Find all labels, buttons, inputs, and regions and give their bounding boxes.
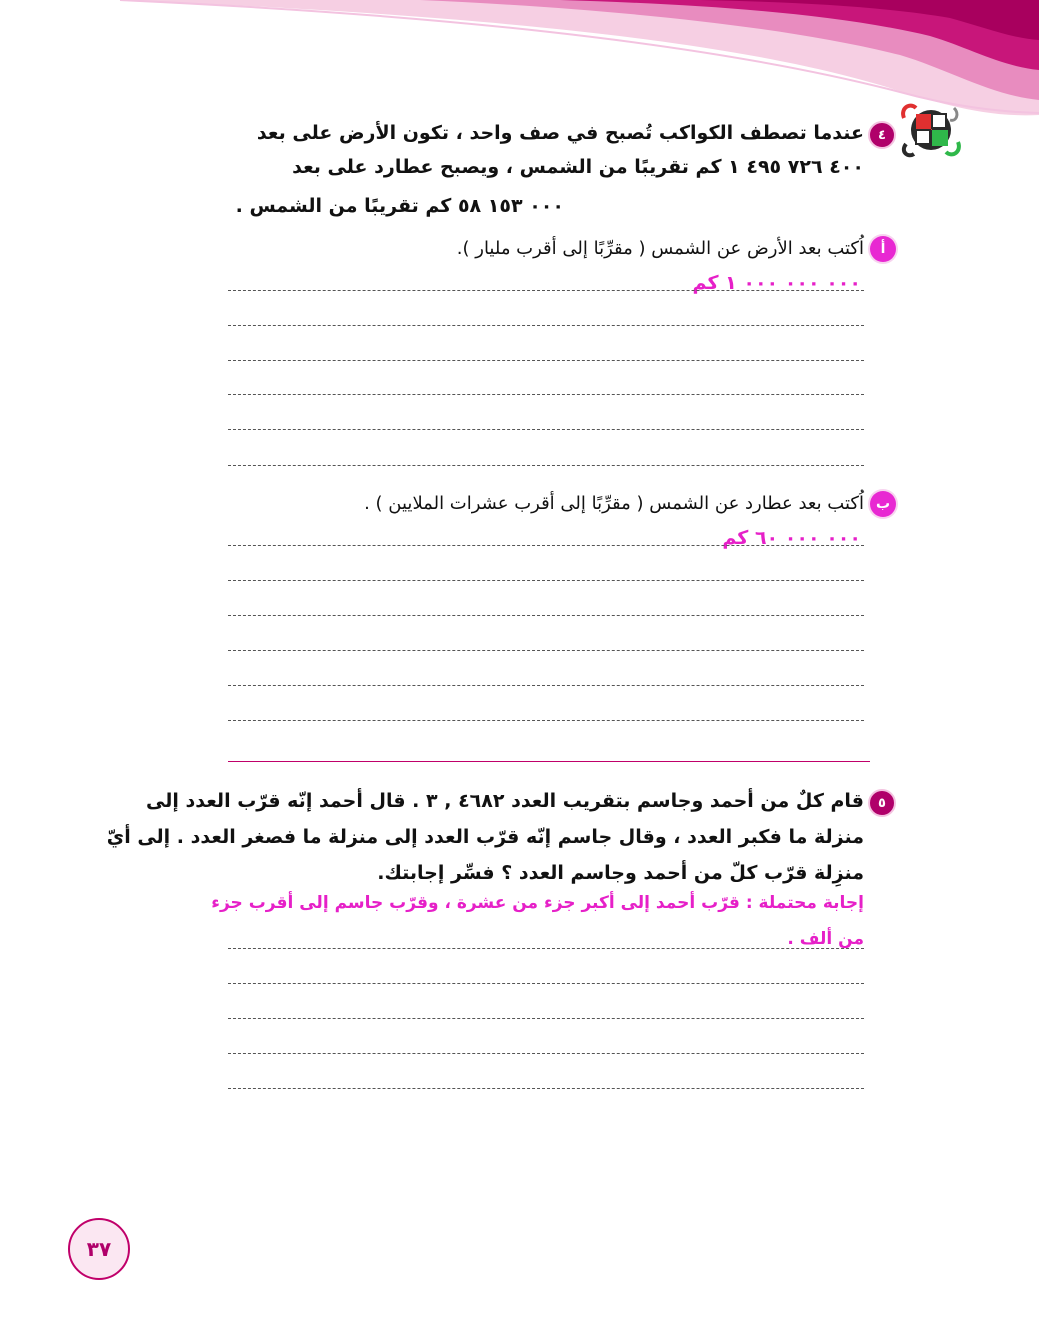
header-decoration (0, 0, 1039, 120)
answer-line[interactable] (228, 429, 864, 430)
answer-line[interactable] (228, 1088, 864, 1089)
question-5-answer-line-2: من ألف . (787, 929, 864, 949)
part-a-badge (870, 236, 896, 262)
answer-line[interactable] (228, 948, 864, 949)
answer-line[interactable] (228, 615, 864, 616)
answer-line[interactable] (228, 1053, 864, 1054)
question-4-number-badge (868, 121, 896, 149)
section-divider (228, 761, 870, 762)
question-5-line-1: قام كلٌ من أحمد وجاسم بتقريب العدد ٤٦٨٢ , ٣ . قال أحمد إنّه قرّب العدد إلى (146, 790, 864, 812)
part-b-prompt: اُكتب بعد عطارد عن الشمس ( مقرِّبًا إلى أقرب عشرات الملايين ) . (364, 493, 864, 514)
answer-line[interactable] (228, 580, 864, 581)
part-a-answer: ٠٠٠ ٠٠٠ ٠٠٠ ١ كم (692, 272, 861, 294)
part-a-label: أ (880, 241, 886, 257)
part-b-badge (870, 491, 896, 517)
part-a-prompt: اُكتب بعد الأرض عن الشمس ( مقرِّبًا إلى أقرب مليار ). (456, 238, 864, 259)
question-5-line-2: منزلة ما فكبر العدد ، وقال جاسم إنّه قرّب العدد إلى منزلة ما فصغر العدد . إلى أيّ (106, 826, 864, 848)
answer-line[interactable] (228, 983, 864, 984)
answer-line[interactable] (228, 545, 864, 546)
answer-line[interactable] (228, 394, 864, 395)
question-5-number: ٥ (878, 795, 886, 811)
answer-line[interactable] (228, 1018, 864, 1019)
answer-line[interactable] (228, 360, 864, 361)
question-5-answer-line-1: إجابة محتملة : قرّب أحمد إلى أكبر جزء من عشرة ، وقرّب جاسم إلى أقرب جزء (211, 893, 864, 913)
answer-line[interactable] (228, 290, 864, 291)
answer-line[interactable] (228, 685, 864, 686)
answer-line[interactable] (228, 650, 864, 651)
page-number-badge (68, 1218, 130, 1280)
question-4-number: ٤ (878, 127, 886, 143)
answer-line[interactable] (228, 465, 864, 466)
strategy-icon (896, 100, 966, 160)
question-4-line-3: ٠٠٠ ١٥٣ ٥٨ كم تقريبًا من الشمس . (235, 195, 564, 217)
question-5-number-badge (868, 789, 896, 817)
answer-line[interactable] (228, 325, 864, 326)
answer-line[interactable] (228, 720, 864, 721)
question-4-line-1: عندما تصطف الكواكب تُصبح في صف واحد ، تكون الأرض على بعد (256, 122, 864, 144)
part-b-label: ب (875, 496, 891, 512)
part-b-answer: ٠٠٠ ٠٠٠ ٦٠ كم (722, 527, 861, 549)
question-4-line-2: ٤٠٠ ٧٢٦ ٤٩٥ ١ كم تقريبًا من الشمس ، ويصبح عطارد على بعد (292, 156, 864, 178)
page-number: ٣٧ (86, 1237, 112, 1261)
question-5-line-3: منزِلة قرّب كلّ من أحمد وجاسم العدد ؟ فسِّر إجابتك. (377, 862, 864, 884)
